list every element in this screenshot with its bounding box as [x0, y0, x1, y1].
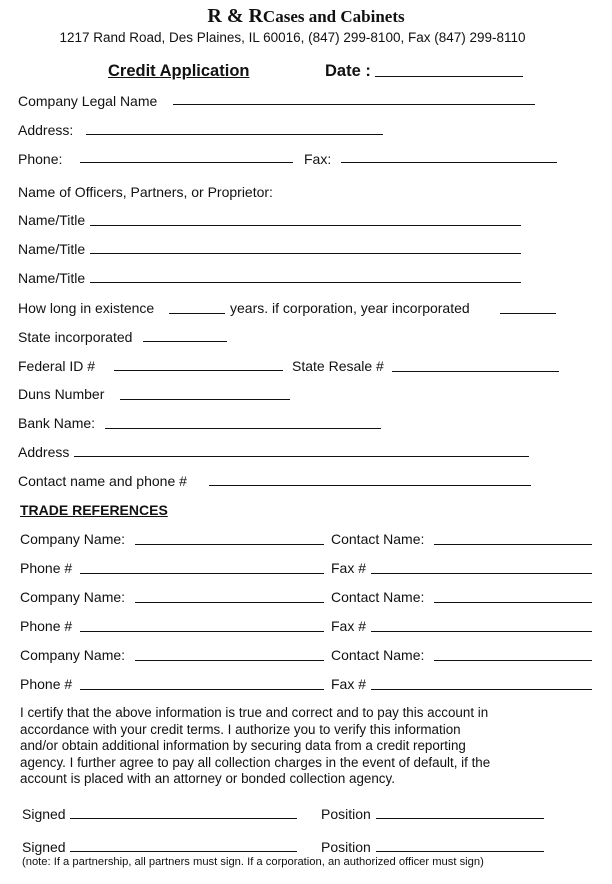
trade-phone-field-3[interactable]: [80, 689, 324, 690]
phone-label: Phone:: [18, 151, 63, 167]
contact-phone-label: Contact name and phone #: [18, 473, 187, 489]
position-label-2: Position: [321, 839, 371, 855]
trade-phone-label-3: Phone #: [20, 676, 73, 692]
form-title: Credit Application: [108, 62, 250, 80]
state-resale-label: State Resale #: [292, 358, 384, 374]
officers-heading: Name of Officers, Partners, or Proprietor:: [18, 184, 273, 200]
trade-contact-label-1: Contact Name:: [331, 531, 425, 547]
certification-line: I certify that the above information is true and correct and to pay this account in: [20, 705, 489, 720]
company-legal-name-label: Company Legal Name: [18, 93, 158, 109]
signed-label-1: Signed: [22, 806, 66, 822]
trade-fax-label-1: Fax #: [331, 560, 367, 576]
phone-field[interactable]: [80, 162, 293, 163]
signature-field-1[interactable]: [70, 818, 297, 819]
bank-address-field[interactable]: [74, 456, 529, 457]
brand-name: Cases and Cabinets: [262, 7, 405, 26]
federal-id-label: Federal ID #: [18, 358, 96, 374]
trade-phone-label-2: Phone #: [20, 618, 73, 634]
certification-line: agency. I further agree to pay all collection charges in the event of default, if the: [20, 754, 491, 770]
trade-fax-label-3: Fax #: [331, 676, 367, 692]
signature-note: (note: If a partnership, all partners must sign. If a corporation, an authorized officer must sign): [22, 856, 484, 868]
trade-fax-field-1[interactable]: [371, 573, 592, 574]
trade-phone-label-1: Phone #: [20, 560, 73, 576]
trade-contact-field-1[interactable]: [434, 544, 592, 545]
trade-phone-field-2[interactable]: [80, 631, 324, 632]
certification-text: [20, 705, 565, 788]
brand-initials: R & R: [207, 5, 263, 27]
trade-company-field-2[interactable]: [135, 602, 324, 603]
address-field[interactable]: [86, 134, 383, 135]
company-header: [0, 5, 612, 28]
trade-fax-field-2[interactable]: [371, 631, 592, 632]
trade-contact-label-3: Contact Name:: [331, 647, 425, 663]
years-in-existence-field[interactable]: [169, 313, 225, 314]
how-long-label: How long in existence: [18, 300, 155, 316]
name-title-field-3[interactable]: [90, 282, 521, 283]
bank-name-label: Bank Name:: [18, 415, 96, 431]
certification-line: account is placed with an attorney or bonded collection agency.: [20, 771, 395, 786]
trade-contact-field-3[interactable]: [434, 660, 592, 661]
bank-name-field[interactable]: [105, 428, 381, 429]
trade-company-field-1[interactable]: [135, 544, 324, 545]
duns-number-label: Duns Number: [18, 386, 105, 402]
trade-contact-label-2: Contact Name:: [331, 589, 425, 605]
address-label: Address:: [18, 122, 74, 138]
trade-references-heading: TRADE REFERENCES: [20, 502, 168, 518]
position-field-1[interactable]: [376, 818, 544, 819]
trade-company-label-3: Company Name:: [20, 647, 126, 663]
certification-line: and/or obtain additional information by securing data from a credit reporting: [20, 738, 466, 753]
date-field[interactable]: [375, 76, 523, 77]
company-address-line: 1217 Rand Road, Des Plaines, IL 60016, (847) 299-8100, Fax (847) 299-8110: [59, 30, 526, 45]
years-text: years. if corporation, year incorporated: [230, 300, 470, 316]
company-legal-name-field[interactable]: [173, 104, 535, 105]
name-title-label-2: Name/Title: [18, 241, 86, 257]
position-field-2[interactable]: [376, 851, 544, 852]
name-title-field-1[interactable]: [90, 225, 521, 226]
signature-field-2[interactable]: [70, 851, 297, 852]
trade-phone-field-1[interactable]: [80, 573, 324, 574]
signed-label-2: Signed: [22, 839, 66, 855]
position-label-1: Position: [321, 806, 371, 822]
duns-number-field[interactable]: [120, 399, 290, 400]
trade-fax-field-3[interactable]: [371, 689, 592, 690]
state-incorporated-label: State incorporated: [18, 329, 133, 345]
trade-company-label-2: Company Name:: [20, 589, 126, 605]
trade-fax-label-2: Fax #: [331, 618, 367, 634]
certification-line: accordance with your credit terms. I authorize you to verify this information: [20, 721, 461, 737]
date-label: Date :: [325, 62, 371, 80]
federal-id-field[interactable]: [114, 370, 283, 371]
trade-contact-field-2[interactable]: [434, 602, 592, 603]
state-incorporated-field[interactable]: [143, 341, 227, 342]
name-title-label-1: Name/Title: [18, 212, 86, 228]
trade-company-label-1: Company Name:: [20, 531, 126, 547]
fax-field[interactable]: [341, 162, 557, 163]
contact-phone-field[interactable]: [209, 485, 531, 486]
year-incorporated-field[interactable]: [500, 313, 556, 314]
name-title-label-3: Name/Title: [18, 270, 86, 286]
trade-company-field-3[interactable]: [135, 660, 324, 661]
fax-label: Fax:: [304, 151, 332, 167]
state-resale-field[interactable]: [392, 371, 559, 372]
name-title-field-2[interactable]: [90, 253, 521, 254]
bank-address-label: Address: [18, 444, 70, 460]
